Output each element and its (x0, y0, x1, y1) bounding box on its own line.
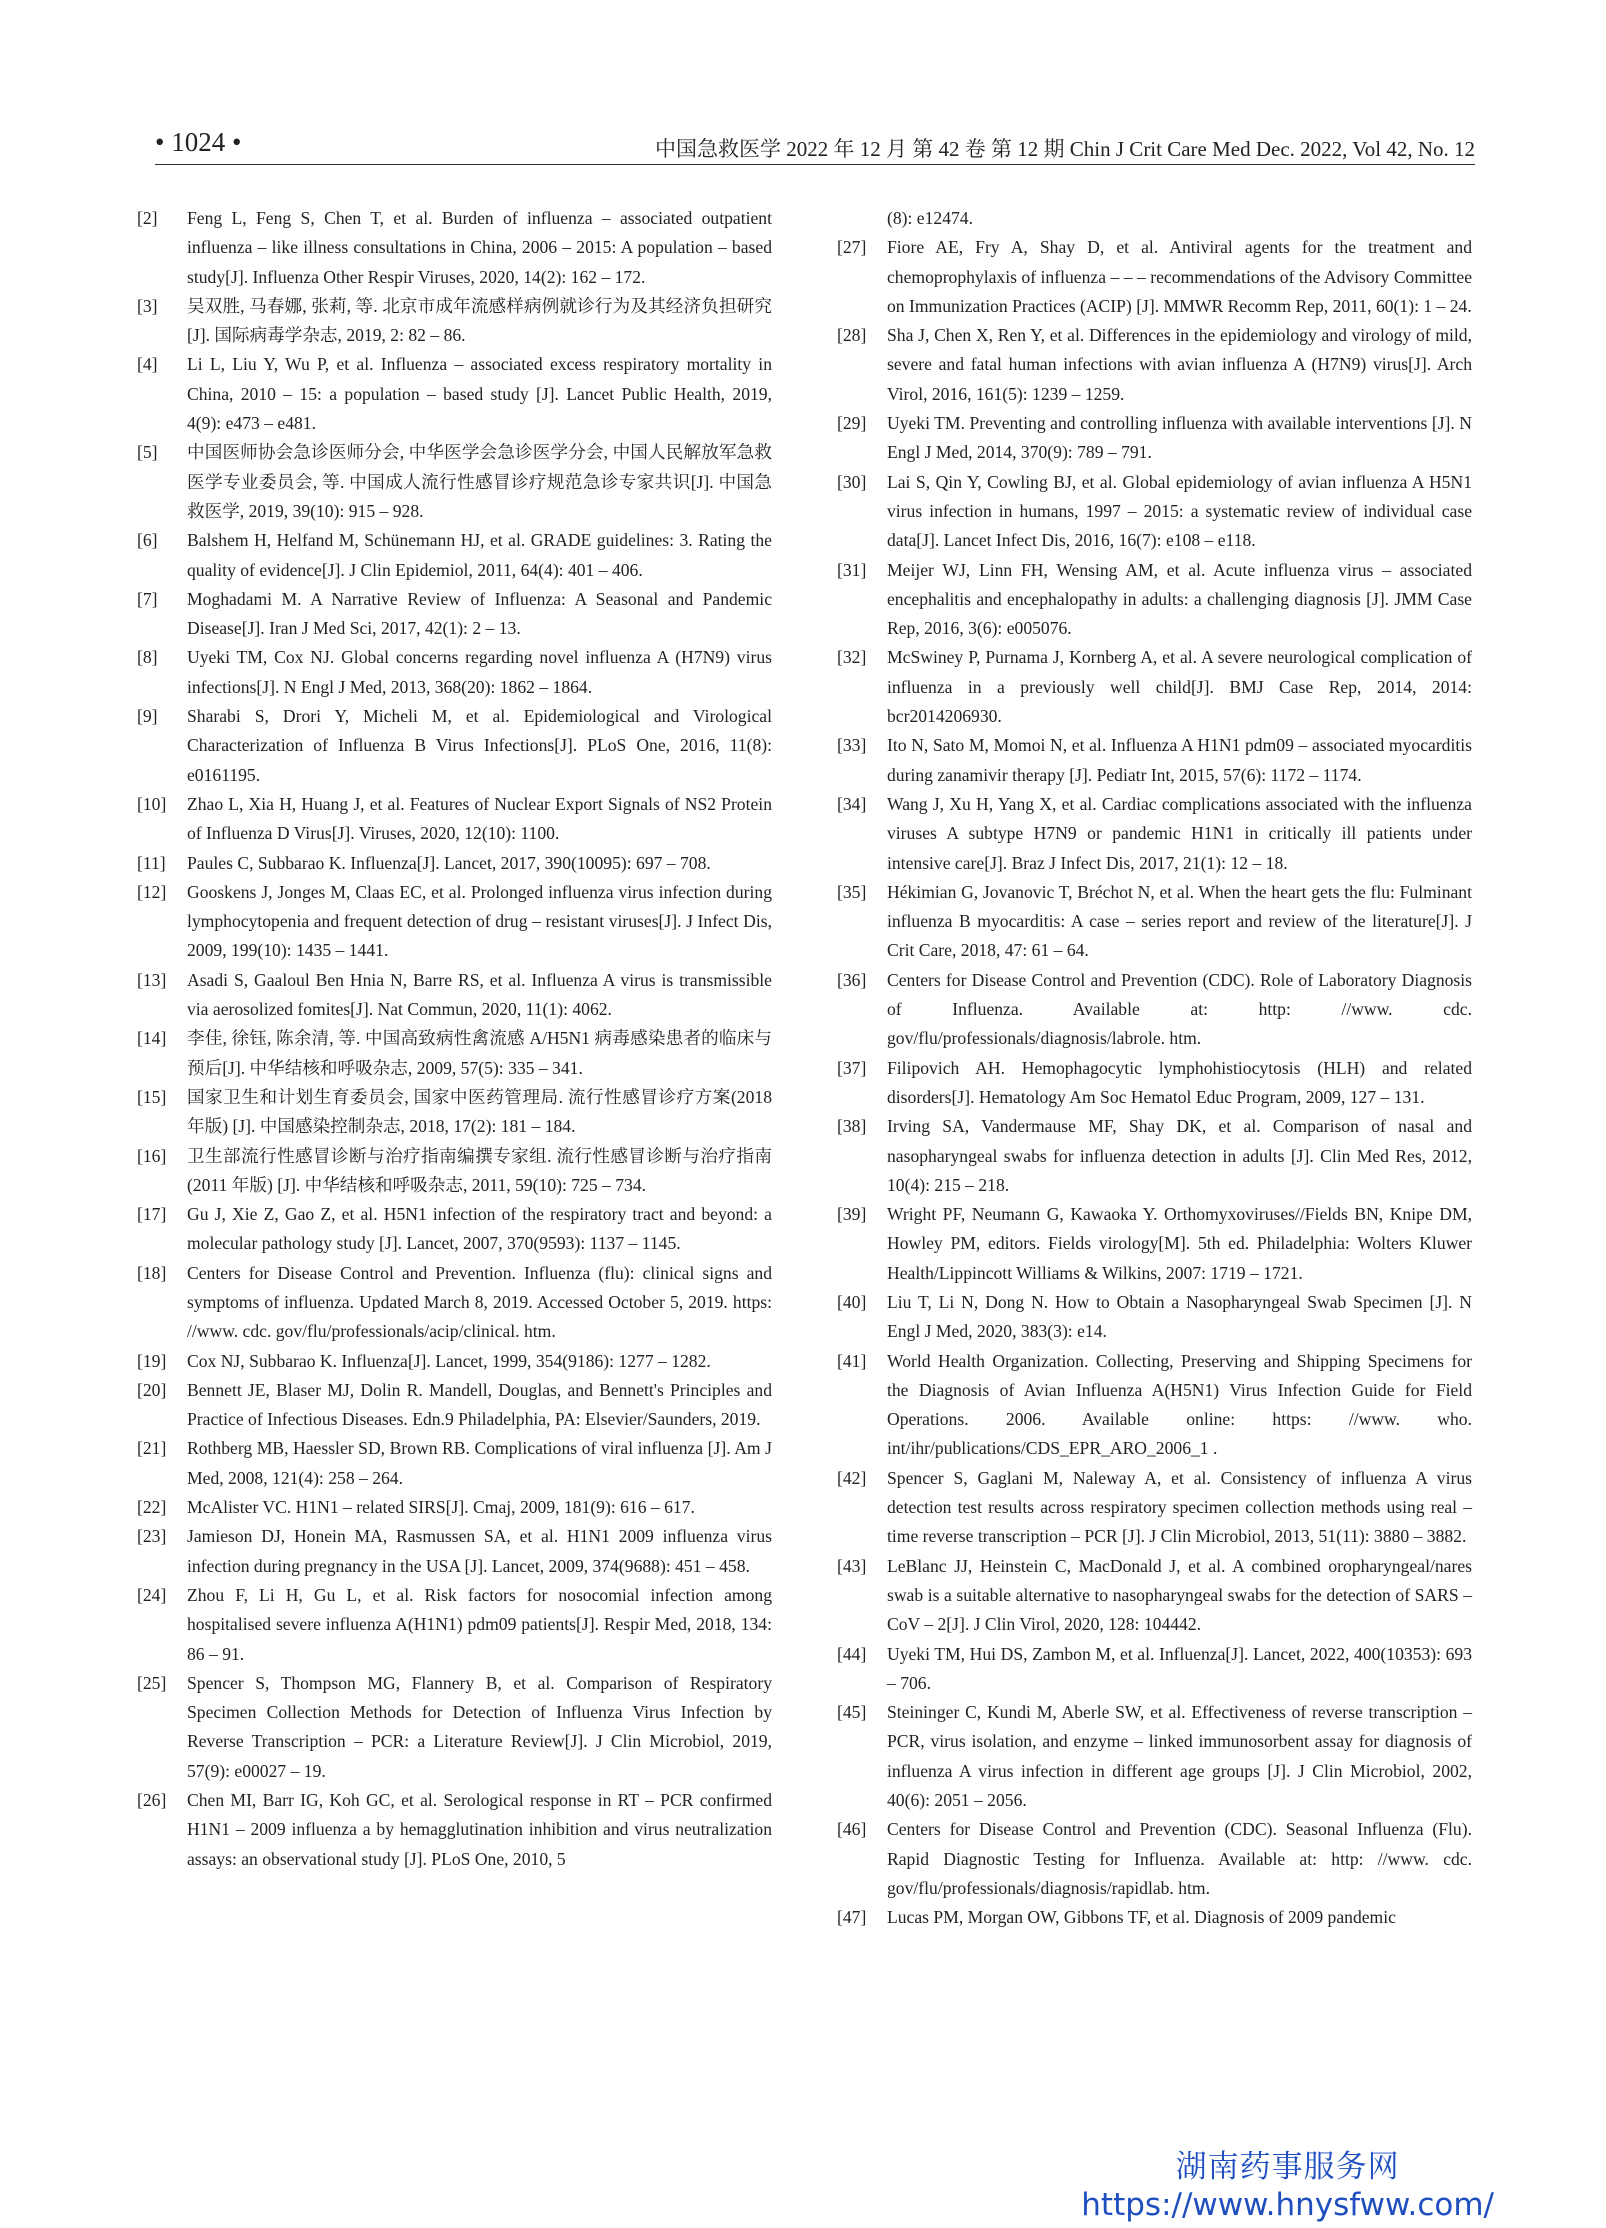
reference-entry (837, 556, 1472, 644)
reference-number: [12] (137, 881, 167, 902)
reference-number: [29] (837, 413, 867, 434)
reference-number: [11] (137, 852, 166, 873)
reference-number: [15] (137, 1086, 167, 1107)
reference-text: Paules C, Subbarao K. Influenza[J]. Lancet, 2017, 390(10095): 697 – 708. (187, 852, 711, 873)
reference-entry (837, 790, 1472, 878)
reference-entry (137, 1493, 772, 1522)
reference-number: [5] (137, 442, 158, 463)
reference-text: Lai S, Qin Y, Cowling BJ, et al. Global epidemiology of avian influenza A H5N1 virus infection in humans, 1997 – 2015: a systematic review of individual case data[J]. Lancet Infect Dis, 2016, 16(7): e108 – e118. (887, 471, 1472, 551)
reference-text: Filipovich AH. Hemophagocytic lymphohistiocytosis (HLH) and related disorders[J]. Hematology Am Soc Hematol Educ Program, 2009, 127 – 131. (887, 1057, 1472, 1107)
reference-number: [27] (837, 237, 867, 258)
reference-text: 中国医师协会急诊医师分会, 中华医学会急诊医学分会, 中国人民解放军急救医学专业委员会, 等. 中国成人流行性感冒诊疗规范急诊专家共识[J]. 中国急救医学, 2019, 39(10): 915 – 928. (187, 442, 772, 521)
reference-number: [23] (137, 1526, 167, 1547)
site-watermark (1081, 2148, 1494, 2224)
header-divider (155, 164, 1475, 165)
reference-entry (137, 585, 772, 644)
reference-number: [2] (137, 208, 158, 228)
reference-entry (837, 468, 1472, 556)
reference-entry (137, 292, 772, 351)
reference-number: [46] (837, 1819, 867, 1840)
reference-text: 国家卫生和计划生育委员会, 国家中医药管理局. 流行性感冒诊疗方案(2018 年版) [J]. 中国感染控制杂志, 2018, 17(2): 181 – 184. (187, 1086, 772, 1137)
reference-entry (137, 1669, 772, 1786)
reference-entry (837, 233, 1472, 321)
reference-number: [10] (137, 793, 167, 814)
reference-number: [6] (137, 530, 158, 551)
reference-entry (837, 731, 1472, 790)
reference-text: Balshem H, Helfand M, Schünemann HJ, et al. GRADE guidelines: 3. Rating the quality of evidence[J]. J Clin Epidemiol, 2011, 64(4): 401 – 406. (187, 530, 772, 580)
reference-text: Sha J, Chen X, Ren Y, et al. Differences in the epidemiology and virology of mild, severe and fatal human infections with avian influenza A (H7N9) virus[J]. Arch Virol, 2016, 161(5): 1239 – 1259. (887, 325, 1472, 404)
reference-entry (137, 1376, 772, 1435)
reference-text: Rothberg MB, Haessler SD, Brown RB. Complications of viral influenza [J]. Am J Med, 2008, 121(4): 258 – 264. (187, 1438, 772, 1488)
reference-entry (137, 350, 772, 438)
reference-entry (837, 1112, 1472, 1200)
reference-number: [43] (837, 1555, 867, 1576)
reference-number: [47] (837, 1907, 867, 1928)
reference-text: Meijer WJ, Linn FH, Wensing AM, et al. Acute influenza virus – associated encephalitis and encephalopathy in adults: a challenging diagnosis [J]. JMM Case Rep, 2016, 3(6): e005076. (887, 559, 1472, 639)
reference-entry (137, 1200, 772, 1259)
reference-text: Steininger C, Kundi M, Aberle SW, et al. Effectiveness of reverse transcription – PCR, virus isolation, and enzyme – linked immunosorbent assay for diagnosis of influenza A virus infection in different age groups [J]. J Clin Microbiol, 2002, 40(6): 2051 – 2056. (887, 1702, 1472, 1811)
reference-entry (137, 1083, 772, 1142)
reference-entry (837, 1464, 1472, 1552)
reference-text: Asadi S, Gaaloul Ben Hnia N, Barre RS, et al. Influenza A virus is transmissible via aerosolized fomites[J]. Nat Commun, 2020, 11(1): 4062. (187, 969, 772, 1020)
reference-text: McAlister VC. H1N1 – related SIRS[J]. Cmaj, 2009, 181(9): 616 – 617. (187, 1497, 695, 1518)
reference-number: [42] (837, 1467, 867, 1488)
reference-number: [32] (837, 647, 867, 668)
reference-number: [44] (837, 1643, 867, 1664)
reference-text: 卫生部流行性感冒诊断与治疗指南编撰专家组. 流行性感冒诊断与治疗指南(2011 年版) [J]. 中华结核和呼吸杂志, 2011, 59(10): 725 – 734. (187, 1145, 772, 1195)
reference-text: 李佳, 徐钰, 陈余清, 等. 中国高致病性禽流感 A/H5N1 病毒感染患者的临床与预后[J]. 中华结核和呼吸杂志, 2009, 57(5): 335 – 341. (187, 1028, 772, 1078)
reference-text: Feng L, Feng S, Chen T, et al. Burden of influenza – associated outpatient influenza – like illness consultations in China, 2006 – 2015: A population – based study[J]. Influenza Other Respir Viruses, 2020, 14(2): 162 – 172. (187, 208, 772, 287)
reference-continuation: (8): e12474. (887, 208, 973, 228)
reference-text: Bennett JE, Blaser MJ, Dolin R. Mandell, Douglas, and Bennett's Principles and Practice of Infectious Diseases. Edn.9 Philadelphia, PA: Elsevier/Saunders, 2019. (187, 1379, 772, 1430)
reference-number: [7] (137, 588, 158, 609)
reference-text: Chen MI, Barr IG, Koh GC, et al. Serological response in RT – PCR confirmed H1N1 – 2009 influenza a by hemagglutination inhibition and virus neutralization assays: an observational study [J]. PLoS One, 2010, 5 (187, 1790, 772, 1869)
reference-entry (837, 1288, 1472, 1347)
reference-entry (137, 204, 772, 292)
reference-number: [21] (137, 1438, 167, 1459)
reference-number: [34] (837, 793, 867, 814)
reference-text: World Health Organization. Collecting, Preserving and Shipping Specimens for the Diagnosis of Avian Influenza A(H5N1) Virus Infection Guide for Field Operations. 2006. Available online: https: //www. who. int/ihr/publications/CDS_EPR_ARO_2006_1 . (887, 1350, 1472, 1459)
reference-text: Li L, Liu Y, Wu P, et al. Influenza – associated excess respiratory mortality in China, 2010 – 15: a population – based study [J]. Lancet Public Health, 2019, 4(9): e473 – e481. (187, 354, 772, 434)
reference-entry (137, 1581, 772, 1669)
reference-text: Gu J, Xie Z, Gao Z, et al. H5N1 infection of the respiratory tract and beyond: a molecular pathology study [J]. Lancet, 2007, 370(9593): 1137 – 1145. (187, 1204, 772, 1254)
reference-number: [24] (137, 1584, 167, 1605)
reference-entry (837, 1552, 1472, 1640)
reference-entry (837, 1200, 1472, 1288)
reference-entry (137, 1434, 772, 1493)
reference-number: [36] (837, 969, 867, 990)
page-number: • 1024 • (155, 127, 242, 157)
reference-entry (137, 1259, 772, 1347)
reference-entry (137, 966, 772, 1025)
reference-number: [9] (137, 706, 158, 727)
reference-entry (137, 1522, 772, 1581)
reference-text: Wang J, Xu H, Yang X, et al. Cardiac complications associated with the influenza viruses A subtype H7N9 or pandemic H1N1 in critically ill patients under intensive care[J]. Braz J Infect Dis, 2017, 21(1): 12 – 18. (887, 793, 1472, 873)
reference-text: Irving SA, Vandermause MF, Shay DK, et al. Comparison of nasal and nasopharyngeal swabs for influenza detection in adults [J]. Clin Med Res, 2012, 10(4): 215 – 218. (887, 1116, 1472, 1195)
reference-entry (137, 643, 772, 702)
reference-text: Gooskens J, Jonges M, Claas EC, et al. Prolonged influenza virus infection during lymphocytopenia and frequent detection of drug – resistant viruses[J]. J Infect Dis, 2009, 199(10): 1435 – 1441. (187, 881, 772, 961)
reference-text: Jamieson DJ, Honein MA, Rasmussen SA, et al. H1N1 2009 influenza virus infection during pregnancy in the USA [J]. Lancet, 2009, 374(9688): 451 – 458. (187, 1526, 772, 1576)
reference-number: [40] (837, 1291, 867, 1312)
reference-entry (837, 1054, 1472, 1113)
reference-number: [18] (137, 1262, 167, 1283)
watermark-url: https://www.hnysfww.com/ (1081, 2187, 1494, 2223)
reference-entry (137, 849, 772, 878)
reference-number: [19] (137, 1350, 167, 1371)
references-right-column (837, 204, 1472, 1933)
reference-entry (137, 1142, 772, 1201)
reference-entry (137, 702, 772, 790)
journal-running-head: 中国急救医学 2022 年 12 月 第 42 卷 第 12 期 Chin J Crit Care Med Dec. 2022, Vol 42, No. 12 (655, 137, 1475, 161)
reference-number: [38] (837, 1116, 867, 1137)
reference-entry (837, 321, 1472, 409)
reference-text: Uyeki TM, Cox NJ. Global concerns regarding novel influenza A (H7N9) virus infections[J]. N Engl J Med, 2013, 368(20): 1862 – 1864. (187, 647, 772, 697)
reference-number: [39] (837, 1204, 867, 1225)
reference-text: LeBlanc JJ, Heinstein C, MacDonald J, et al. A combined oropharyngeal/nares swab is a suitable alternative to nasopharyngeal swabs for the detection of SARS – CoV – 2[J]. J Clin Virol, 2020, 128: 104442. (887, 1555, 1472, 1635)
reference-number: [41] (837, 1350, 867, 1371)
reference-entry (137, 1786, 772, 1874)
reference-text: Centers for Disease Control and Prevention (CDC). Role of Laboratory Diagnosis of Influenza. Available at: http: //www. cdc. gov/flu/professionals/diagnosis/labrole. htm. (887, 969, 1472, 1049)
reference-entry (837, 409, 1472, 468)
reference-entry (137, 526, 772, 585)
reference-entry (837, 1640, 1472, 1699)
reference-entry (137, 438, 772, 526)
reference-number: [25] (137, 1672, 167, 1693)
reference-text: 吴双胜, 马春娜, 张莉, 等. 北京市成年流感样病例就诊行为及其经济负担研究[J]. 国际病毒学杂志, 2019, 2: 82 – 86. (187, 295, 772, 346)
reference-entry (137, 1024, 772, 1083)
reference-number: [8] (137, 647, 158, 668)
reference-entry (837, 1698, 1472, 1815)
reference-text: Zhou F, Li H, Gu L, et al. Risk factors for nosocomial infection among hospitalised severe influenza A(H1N1) pdm09 patients[J]. Respir Med, 2018, 134: 86 – 91. (187, 1584, 772, 1664)
reference-text: Hékimian G, Jovanovic T, Bréchot N, et al. When the heart gets the flu: Fulminant influenza B myocarditis: A case – series report and review of the literature[J]. J Crit Care, 2018, 47: 61 – 64. (887, 881, 1472, 961)
reference-text: Uyeki TM. Preventing and controlling influenza with available interventions [J]. N Engl J Med, 2014, 370(9): 789 – 791. (887, 413, 1472, 463)
reference-number: [13] (137, 969, 167, 990)
reference-number: [31] (837, 559, 867, 580)
reference-number: [45] (837, 1702, 867, 1723)
reference-number: [3] (137, 295, 158, 316)
reference-text: Cox NJ, Subbarao K. Influenza[J]. Lancet, 1999, 354(9186): 1277 – 1282. (187, 1350, 711, 1371)
reference-text: McSwiney P, Purnama J, Kornberg A, et al. A severe neurological complication of influenza in a previously well child[J]. BMJ Case Rep, 2014, 2014: bcr2014206930. (887, 647, 1472, 727)
reference-number: [17] (137, 1204, 167, 1225)
watermark-site-name: 湖南药事服务网 (1175, 2149, 1400, 2185)
reference-text: Centers for Disease Control and Prevention. Influenza (flu): clinical signs and symptoms of influenza. Updated March 8, 2019. Accessed October 5, 2019. https: //www. cdc. gov/flu/professionals/acip/clinical. htm. (187, 1262, 772, 1342)
reference-text: Uyeki TM, Hui DS, Zambon M, et al. Influenza[J]. Lancet, 2022, 400(10353): 693 – 706. (887, 1643, 1472, 1693)
reference-number: [35] (837, 881, 867, 902)
reference-text: Lucas PM, Morgan OW, Gibbons TF, et al. Diagnosis of 2009 pandemic (887, 1907, 1396, 1928)
reference-text: Spencer S, Gaglani M, Naleway A, et al. Consistency of influenza A virus detection test results across respiratory specimen collection methods using real – time reverse transcription – PCR [J]. J Clin Microbiol, 2013, 51(11): 3880 – 3882. (887, 1467, 1472, 1547)
reference-number: [33] (837, 735, 867, 756)
reference-number: [26] (137, 1790, 167, 1811)
reference-number: [4] (137, 354, 158, 375)
reference-number: [28] (837, 325, 867, 346)
reference-text: Liu T, Li N, Dong N. How to Obtain a Nasopharyngeal Swab Specimen [J]. N Engl J Med, 2020, 383(3): e14. (887, 1291, 1472, 1342)
page-header (155, 127, 1475, 167)
reference-entry (137, 1347, 772, 1376)
reference-text: Fiore AE, Fry A, Shay D, et al. Antiviral agents for the treatment and chemoprophylaxis of influenza – – – recommendations of the Advisory Committee on Immunization Practices (ACIP) [J]. MMWR Recomm Rep, 2011, 60(1): 1 – 24. (887, 237, 1472, 316)
reference-number: [16] (137, 1145, 167, 1166)
references-left-column (137, 204, 772, 1874)
reference-entry (137, 790, 772, 849)
reference-number: [30] (837, 471, 867, 492)
reference-text: Moghadami M. A Narrative Review of Influenza: A Seasonal and Pandemic Disease[J]. Iran J Med Sci, 2017, 42(1): 2 – 13. (187, 588, 772, 639)
reference-text: Centers for Disease Control and Prevention (CDC). Seasonal Influenza (Flu). Rapid Diagnostic Testing for Influenza. Available at: http: //www. cdc. gov/flu/professionals/diagnosis/rapidlab. htm. (887, 1819, 1472, 1898)
reference-number: [37] (837, 1057, 867, 1078)
reference-entry (837, 1347, 1472, 1464)
reference-number: [22] (137, 1497, 167, 1518)
reference-entry (837, 1815, 1472, 1903)
reference-text: Spencer S, Thompson MG, Flannery B, et al. Comparison of Respiratory Specimen Collection Methods for Detection of Influenza Virus Infection by Reverse Transcription – PCR: a Literature Review[J]. J Clin Microbiol, 2019, 57(9): e00027 – 19. (187, 1672, 772, 1781)
reference-number: [14] (137, 1028, 167, 1049)
reference-entry (837, 966, 1472, 1054)
reference-text: Wright PF, Neumann G, Kawaoka Y. Orthomyxoviruses//Fields BN, Knipe DM, Howley PM, editors. Fields virology[M]. 5th ed. Philadelphia: Wolters Kluwer Health/Lippincott Williams & Wilkins, 2007: 1719 – 1721. (887, 1204, 1472, 1283)
reference-entry (837, 878, 1472, 966)
reference-entry (837, 1903, 1472, 1932)
reference-text: Ito N, Sato M, Momoi N, et al. Influenza A H1N1 pdm09 – associated myocarditis during zanamivir therapy [J]. Pediatr Int, 2015, 57(6): 1172 – 1174. (887, 735, 1472, 785)
reference-entry (837, 643, 1472, 731)
reference-text: Zhao L, Xia H, Huang J, et al. Features of Nuclear Export Signals of NS2 Protein of Influenza D Virus[J]. Viruses, 2020, 12(10): 1100. (187, 793, 772, 844)
reference-text: Sharabi S, Drori Y, Micheli M, et al. Epidemiological and Virological Characterization of Influenza B Virus Infections[J]. PLoS One, 2016, 11(8): e0161195. (187, 706, 772, 785)
reference-entry (137, 878, 772, 966)
reference-number: [20] (137, 1379, 167, 1400)
